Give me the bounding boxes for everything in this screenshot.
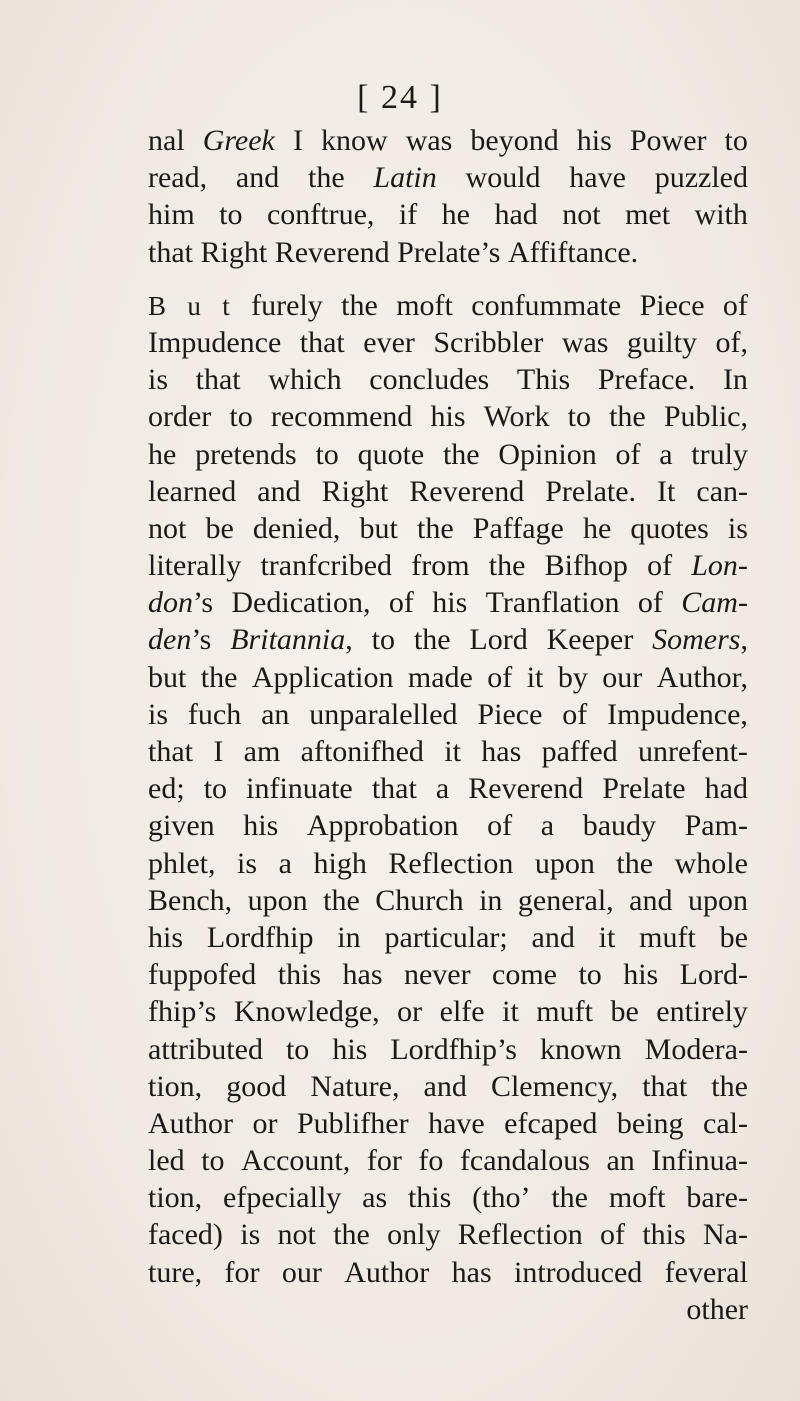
word: t: [222, 290, 233, 321]
word: of: [600, 1218, 626, 1252]
word: Right: [321, 474, 389, 508]
text-line: [148, 159, 748, 196]
word: Impudence: [148, 325, 282, 359]
word: ever: [363, 325, 415, 359]
word: of: [487, 660, 513, 694]
word: Reverend: [468, 772, 584, 806]
word: concludes: [369, 363, 490, 397]
word: Dedication,: [231, 586, 371, 620]
word: cal-: [703, 1106, 748, 1140]
word: a: [659, 437, 673, 471]
word: and: [257, 474, 301, 508]
word: paffed: [541, 735, 618, 768]
word: Right: [200, 235, 268, 269]
word: of: [615, 437, 641, 471]
word: Infinua-: [651, 1144, 748, 1178]
text-line: [148, 122, 748, 159]
word: learned: [148, 474, 237, 508]
word: for: [224, 1255, 260, 1289]
word: tion,: [148, 1181, 203, 1215]
text-line: [148, 919, 748, 956]
word: of: [487, 809, 513, 843]
word: ture,: [148, 1255, 203, 1289]
word: Reverend: [274, 235, 390, 269]
word: made: [407, 660, 473, 694]
word: but: [359, 511, 398, 545]
word: by: [557, 660, 588, 694]
text-line: [148, 845, 748, 882]
text-line: [148, 993, 748, 1030]
word: Nature,: [310, 1069, 400, 1103]
word: in: [479, 883, 503, 917]
text-line: [148, 807, 748, 844]
word: Na-: [702, 1218, 748, 1252]
word: be: [610, 995, 639, 1029]
word: puzzled: [654, 161, 748, 195]
word: Lordfhip’s: [390, 1032, 517, 1066]
word: pretends: [195, 437, 297, 471]
word: an: [606, 1144, 635, 1178]
word: efcaped: [504, 1106, 598, 1140]
word: unrefent-: [637, 735, 748, 768]
text-line: [148, 1216, 748, 1253]
text-line: [148, 1068, 748, 1105]
word: faced): [148, 1218, 223, 1252]
paragraph-gap: [148, 271, 748, 287]
word: to: [578, 958, 602, 992]
word: if: [398, 198, 418, 232]
word: am: [243, 735, 281, 768]
word: Tranflation: [485, 586, 620, 620]
word: In: [722, 363, 748, 397]
word: Scribbler: [433, 325, 544, 359]
word: unparalelled: [309, 697, 458, 731]
word: the: [609, 400, 646, 434]
word: have: [569, 161, 626, 195]
word: is: [148, 363, 169, 397]
word: have: [428, 1106, 485, 1140]
word: entirely: [656, 995, 748, 1029]
word: don’s: [148, 586, 214, 620]
body-text: [148, 122, 748, 1328]
word: conftrue,: [266, 198, 375, 232]
word: upon: [534, 846, 595, 880]
word: only: [387, 1218, 441, 1252]
word: to: [724, 124, 748, 157]
word: I: [213, 735, 224, 768]
word: infinuate: [246, 772, 353, 806]
word: Bench,: [148, 883, 233, 917]
word: the: [341, 288, 378, 322]
word: of: [637, 586, 663, 620]
word: is: [148, 697, 169, 731]
word: the: [323, 883, 360, 917]
word: Somers,: [652, 623, 748, 657]
word: fcandalous: [459, 1144, 590, 1178]
word: Piece: [477, 697, 543, 731]
word: to: [229, 400, 253, 434]
word: fhip’s: [148, 995, 217, 1029]
word: be: [719, 920, 748, 954]
word: Prelate.: [545, 474, 637, 508]
word: Author: [344, 1255, 430, 1289]
text-line: [148, 547, 748, 584]
word: Greek: [202, 124, 275, 157]
word: high: [313, 846, 367, 880]
text-line: [148, 473, 748, 510]
word: be: [205, 511, 234, 545]
word: introduced: [514, 1255, 643, 1289]
word: phlet,: [148, 846, 216, 880]
word: Paffage: [472, 511, 564, 545]
word: Lordfhip: [206, 920, 314, 954]
word: muft: [639, 920, 696, 954]
word: can-: [696, 474, 748, 508]
text-line: [148, 1105, 748, 1142]
word: Publifher: [296, 1106, 409, 1140]
word: Application: [251, 660, 394, 694]
word: would: [465, 161, 541, 195]
word: his: [148, 920, 184, 954]
word: led: [148, 1144, 185, 1178]
word: This: [516, 363, 571, 397]
text-line: [148, 1179, 748, 1216]
word: Account,: [241, 1144, 351, 1178]
word: to: [203, 772, 228, 806]
word: this: [407, 1181, 452, 1215]
word: read,: [148, 161, 208, 195]
word: Britannia,: [230, 623, 353, 657]
page-number: [ 24 ]: [357, 79, 443, 116]
word: to: [219, 198, 243, 232]
word: not: [277, 1218, 316, 1252]
word: to: [371, 623, 395, 657]
word: truly: [691, 437, 748, 471]
word: he: [582, 511, 612, 545]
word: or: [252, 1106, 278, 1140]
word: a: [540, 809, 555, 843]
word: Keeper: [546, 623, 634, 657]
word: Opinion: [498, 437, 597, 471]
text-line: [148, 361, 748, 398]
word: is: [727, 511, 748, 545]
text-line: [148, 324, 748, 361]
word: known: [539, 1032, 622, 1066]
word: and: [235, 161, 280, 195]
word: which: [268, 363, 342, 397]
text-line: [148, 882, 748, 919]
word: tion,: [148, 1069, 203, 1103]
word: but: [148, 660, 187, 694]
text-line: [148, 733, 748, 770]
word: feveral: [664, 1255, 748, 1289]
word: Impudence,: [607, 697, 748, 731]
word: recommend: [270, 400, 413, 434]
word: Clemency,: [490, 1069, 619, 1103]
word: this: [642, 1218, 686, 1252]
word: is: [237, 846, 258, 880]
word: order: [148, 400, 212, 434]
word: to: [567, 400, 591, 434]
text-line: [148, 696, 748, 733]
word: Approbation: [306, 809, 459, 843]
word: the: [442, 437, 480, 471]
word: of: [388, 586, 414, 620]
word: had: [494, 198, 538, 232]
word: and: [629, 883, 673, 917]
word: his: [576, 124, 612, 157]
word: to: [285, 1032, 310, 1066]
paragraph: [148, 122, 748, 271]
catchword-text: other: [686, 1292, 748, 1326]
word: Affiftance.: [507, 235, 639, 269]
word: Bifhop: [544, 549, 628, 583]
word: fo: [418, 1144, 444, 1178]
word: the: [200, 660, 238, 694]
word: him: [148, 198, 195, 232]
word: the: [416, 511, 454, 545]
word: it: [598, 920, 616, 954]
word: Piece: [639, 288, 705, 322]
word: nal: [148, 124, 185, 157]
text-line: [148, 510, 748, 547]
word: tranfcribed: [260, 549, 393, 583]
word: (tho’: [472, 1181, 531, 1215]
word: Reverend: [409, 474, 525, 508]
word: come: [492, 958, 557, 992]
word: met: [625, 198, 671, 232]
word: ed;: [148, 772, 185, 806]
word: Work: [483, 400, 550, 434]
text-line: [148, 659, 748, 696]
word: fuch: [187, 697, 242, 731]
word: moft: [608, 1181, 666, 1215]
word: with: [694, 198, 748, 232]
word: was: [561, 325, 609, 359]
word: Public,: [663, 400, 748, 434]
word: bare-: [686, 1181, 748, 1215]
word: quotes: [630, 511, 709, 545]
word: Knowledge,: [233, 995, 380, 1029]
word: u: [187, 290, 204, 321]
word: of: [722, 288, 748, 322]
word: upon: [247, 883, 308, 917]
word: has: [481, 735, 522, 768]
text-line: [148, 584, 748, 621]
word: know: [320, 124, 388, 157]
word: to: [201, 1144, 225, 1178]
word: was: [405, 124, 453, 157]
word: his: [432, 586, 468, 620]
word: the: [711, 1069, 748, 1103]
word: the: [616, 846, 654, 880]
word: Reflection: [457, 1218, 583, 1252]
word: literally: [148, 549, 242, 583]
word: Cam-: [681, 586, 748, 620]
word: Power: [629, 124, 707, 157]
word: it: [502, 995, 519, 1029]
word: Latin: [373, 161, 437, 195]
text-line: [148, 234, 748, 271]
word: and: [531, 920, 575, 954]
word: of: [647, 549, 673, 583]
word: the: [413, 623, 451, 657]
word: Preface.: [597, 363, 696, 397]
word: that: [195, 363, 241, 397]
word: that: [371, 772, 417, 806]
word: particular;: [384, 920, 508, 954]
word: his: [430, 400, 466, 434]
word: It: [657, 474, 676, 508]
word: muft: [536, 995, 593, 1029]
text-line: [148, 1031, 748, 1068]
word: is: [240, 1218, 261, 1252]
word: whole: [674, 846, 748, 880]
word: Lord: [469, 623, 528, 657]
word: being: [616, 1106, 684, 1140]
word: the: [333, 1218, 370, 1252]
paragraph: [148, 287, 748, 1291]
word: the: [551, 1181, 588, 1215]
word: his: [243, 809, 279, 843]
word: his: [623, 958, 659, 992]
word: and: [423, 1069, 467, 1103]
text-line: [148, 1142, 748, 1179]
word: Lord-: [679, 958, 748, 992]
word: from: [411, 549, 470, 583]
word: a: [435, 772, 450, 806]
word: for: [366, 1144, 402, 1178]
word: this: [277, 958, 322, 992]
word: it: [526, 660, 544, 694]
word: den’s: [148, 623, 212, 657]
word: as: [362, 1181, 388, 1215]
word: our: [281, 1255, 322, 1289]
word: has: [342, 958, 383, 992]
word: baudy: [582, 809, 657, 843]
word: that: [148, 735, 193, 768]
text-line: [148, 1254, 748, 1291]
word: aftonifhed: [300, 735, 424, 768]
word: denied,: [252, 511, 341, 545]
word: confummate: [471, 288, 622, 322]
text-line: [148, 436, 748, 473]
word: not: [148, 511, 187, 545]
word: Modera-: [644, 1032, 748, 1066]
word: that: [148, 235, 193, 269]
word: good: [226, 1069, 287, 1103]
word: given: [148, 809, 215, 843]
text-line: [148, 956, 748, 993]
word: quote: [357, 437, 425, 471]
text-line: [148, 287, 748, 324]
word: Author,: [656, 660, 748, 694]
word: an: [261, 697, 290, 731]
word: that: [642, 1069, 688, 1103]
word: a: [278, 846, 292, 880]
word: he: [148, 437, 177, 471]
word: Prelate’s: [397, 235, 501, 269]
word: I: [292, 124, 303, 157]
word: general,: [517, 883, 614, 917]
word: efpecially: [223, 1181, 342, 1215]
word: his: [332, 1032, 368, 1066]
word: or: [397, 995, 423, 1029]
word: Pam-: [684, 809, 748, 843]
word: not: [562, 198, 601, 232]
word: upon: [687, 883, 748, 917]
word: of: [562, 697, 588, 731]
word: never: [403, 958, 471, 992]
word: Author: [148, 1106, 233, 1140]
word: he: [441, 198, 470, 232]
text-line: [148, 196, 748, 233]
word: the: [307, 161, 345, 195]
word: has: [451, 1255, 492, 1289]
word: attributed: [148, 1032, 263, 1066]
word: Church: [375, 883, 464, 917]
catchword: [148, 1291, 748, 1328]
text-line: [148, 770, 748, 807]
word: fuppofed: [148, 958, 257, 992]
word: Reflection: [388, 846, 514, 880]
text-line: [148, 621, 748, 658]
word: elfe: [439, 995, 485, 1029]
word: had: [704, 772, 748, 806]
word: B: [148, 290, 170, 321]
text-line: [148, 398, 748, 435]
word: to: [315, 437, 339, 471]
word: of,: [715, 325, 748, 359]
word: our: [602, 660, 643, 694]
word: that: [299, 325, 345, 359]
word: moft: [396, 288, 453, 322]
word: beyond: [470, 124, 559, 157]
word: guilty: [626, 325, 697, 359]
word: it: [444, 735, 461, 768]
word: Prelate: [602, 772, 686, 806]
word: Lon-: [691, 549, 748, 583]
word: furely: [251, 288, 323, 322]
word: in: [337, 920, 361, 954]
word: the: [488, 549, 526, 583]
